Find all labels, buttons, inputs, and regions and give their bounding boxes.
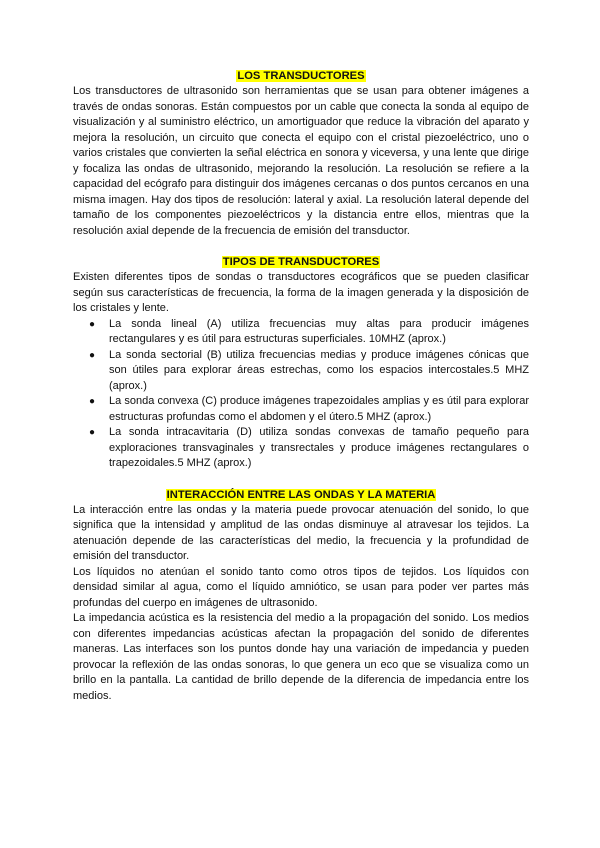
list-item-text: La sonda convexa (C) produce imágenes trapezoidales amplias y es útil para explorar estructuras profundas como el abdomen y el útero.5 MHZ (aprox.) <box>109 395 529 423</box>
paragraph-tipos-intro: Existen diferentes tipos de sondas o transductores ecográficos que se pueden clasificar según sus características de frecuencia, la forma de la imagen generada y la disposición de los cristales y lente. <box>73 271 529 314</box>
document-body <box>73 69 529 704</box>
list-item-text: La sonda sectorial (B) utiliza frecuencias medias y produce imágenes cónicas que son útiles para explorar áreas estrechas, como los espacios intercostales.5 MHZ (aprox.) <box>109 348 529 392</box>
bullet-icon: ● <box>89 349 96 361</box>
list-item-sonda-lineal <box>73 317 529 348</box>
bullet-icon: ● <box>89 318 96 330</box>
heading-highlight: INTERACCIÓN ENTRE LAS ONDAS Y LA MATERIA <box>166 488 436 501</box>
list-item-sonda-intracavitaria <box>73 425 529 472</box>
transducer-type-list <box>73 317 529 472</box>
heading-highlight: LOS TRANSDUCTORES <box>237 70 365 82</box>
bullet-icon: ● <box>89 396 96 407</box>
section-heading-interaccion <box>73 488 529 503</box>
paragraph-transductores: Los transductores de ultrasonido son herramientas que se usan para obtener imágenes a través de ondas sonoras. Están compuestos por un cable que conecta la sonda al equipo de visualización y al suministro eléctrico, un amortiguador que reduce la vibración del aparato y mejora la resolución, un circuito que conecta el equipo con el cristal piezoeléctrico, uno o varios cristales que convierten la señal eléctrica en sonora y viceversa, y una lente que dirige y focaliza las ondas de ultrasonido, mejorando la resolución. La resolución se refiere a la capacidad del ecógrafo para distinguir dos imágenes cercanas o dos puntos cercanos en una misma imagen. Hay dos tipos de resolución: lateral y axial. La resolución lateral depende del tamaño de los componentes piezoeléctricos y la distancia entre ellos, mientras que la resolución axial depende de la frecuencia de emisión del transductor. <box>73 85 529 237</box>
paragraph-atenuacion: La interacción entre las ondas y la materia puede provocar atenuación del sonido, lo que significa que la intensidad y amplitud de las ondas disminuye al atravesar los tejidos. La atenuación depende de las características del medio, la frecuencia y la profundidad de emisión del transductor. <box>73 503 529 562</box>
list-item-text: La sonda lineal (A) utiliza frecuencias muy altas para producir imágenes rectangulares y es útil para estructuras superficiales. 10MHZ (aprox.) <box>109 317 529 345</box>
paragraph-impedancia: La impedancia acústica es la resistencia del medio a la propagación del sonido. Los medios con diferentes impedancias acústicas afectan la propagación del sonido de diferentes maneras. Las interfaces son los puntos donde hay una variación de impedancia y pueden provocar la reflexión de las ondas sonoras, lo que genera un eco que se visualiza como un brillo en la pantalla. La cantidad de brillo depende de la diferencia de impedancia entre los medios. <box>73 612 529 702</box>
section-heading-tipos <box>73 255 529 270</box>
list-item-text: La sonda intracavitaria (D) utiliza sondas convexas de tamaño pequeño para exploraciones transvaginales y transrectales y produce imágenes rectangulares o trapezoidales.5 MHZ (aprox.) <box>109 426 529 469</box>
paragraph-liquidos: Los líquidos no atenúan el sonido tanto como otros tipos de tejidos. Los líquidos con densidad similar al agua, como el líquido amniótico, se usan para poder ver partes más profundas del cuerpo en imágenes de ultrasonido. <box>73 565 529 609</box>
bullet-icon: ● <box>89 427 96 438</box>
list-item-sonda-convexa <box>73 394 529 425</box>
heading-highlight: TIPOS DE TRANSDUCTORES <box>222 256 380 268</box>
section-heading-transductores <box>73 69 529 84</box>
list-item-sonda-sectorial <box>73 348 529 395</box>
